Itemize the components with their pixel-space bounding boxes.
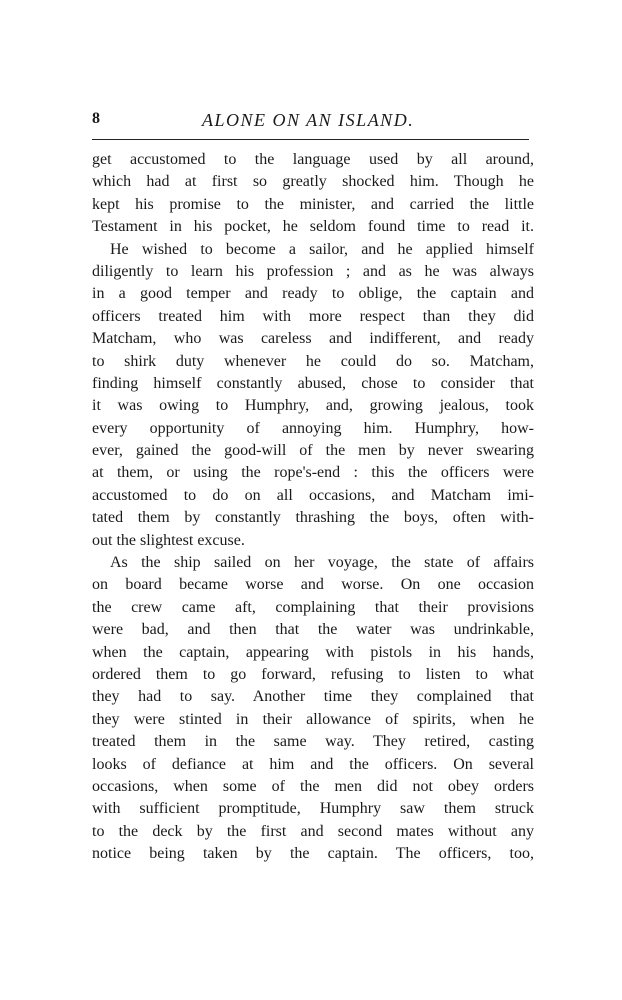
- header-rule: [92, 139, 529, 140]
- page-number: 8: [92, 110, 100, 127]
- text-line: occasions, when some of the men did not obey orders: [92, 777, 534, 795]
- text-line: tated them by constantly thrashing the boys, often with-: [92, 509, 534, 527]
- text-line: Testament in his pocket, he seldom found time to read it.: [92, 218, 534, 236]
- text-line: officers treated him with more respect than they did: [92, 307, 534, 325]
- text-line: accustomed to do on all occasions, and Matcham imi-: [92, 486, 534, 504]
- text-line: looks of defiance at him and the officers. On several: [92, 755, 534, 773]
- text-line: As the ship sailed on her voyage, the state of affairs: [110, 554, 534, 572]
- body-text: [92, 149, 534, 866]
- text-line: with sufficient promptitude, Humphry saw them struck: [92, 800, 534, 818]
- text-line: they were stinted in their allowance of spirits, when he: [92, 710, 534, 728]
- text-line: to the deck by the first and second mates without any: [92, 822, 534, 840]
- text-line: finding himself constantly abused, chose to consider that: [92, 374, 534, 392]
- text-line: kept his promise to the minister, and carried the little: [92, 195, 534, 213]
- text-line: every opportunity of annoying him. Humphry, how-: [92, 419, 534, 437]
- text-line: at them, or using the rope's-end : this the officers were: [92, 464, 534, 482]
- text-line: the crew came aft, complaining that their provisions: [92, 598, 534, 616]
- text-line: He wished to become a sailor, and he applied himself: [110, 240, 534, 258]
- text-line: Matcham, who was careless and indifferent, and ready: [92, 330, 534, 348]
- text-line: get accustomed to the language used by all around,: [92, 151, 534, 168]
- text-line: on board became worse and worse. On one occasion: [92, 576, 534, 594]
- text-line: which had at first so greatly shocked him. Though he: [92, 173, 534, 191]
- text-line: ever, gained the good-will of the men by never swearing: [92, 442, 534, 460]
- text-line: ordered them to go forward, refusing to listen to what: [92, 665, 534, 683]
- text-line: diligently to learn his profession ; and as he was always: [92, 262, 534, 280]
- text-line: treated them in the same way. They retired, casting: [92, 733, 534, 751]
- text-line: notice being taken by the captain. The officers, too,: [92, 845, 534, 863]
- text-line: it was owing to Humphry, and, growing jealous, took: [92, 397, 534, 415]
- text-line: out the slightest excuse.: [92, 531, 245, 549]
- running-title: ALONE ON AN ISLAND.: [202, 110, 415, 130]
- text-line: when the captain, appearing with pistols in his hands,: [92, 643, 534, 661]
- text-line: to shirk duty whenever he could do so. Matcham,: [92, 352, 534, 370]
- text-line: they had to say. Another time they complained that: [92, 688, 534, 706]
- text-line: were bad, and then that the water was undrinkable,: [92, 621, 534, 639]
- text-line: in a good temper and ready to oblige, the captain and: [92, 285, 534, 303]
- running-head: [92, 110, 529, 134]
